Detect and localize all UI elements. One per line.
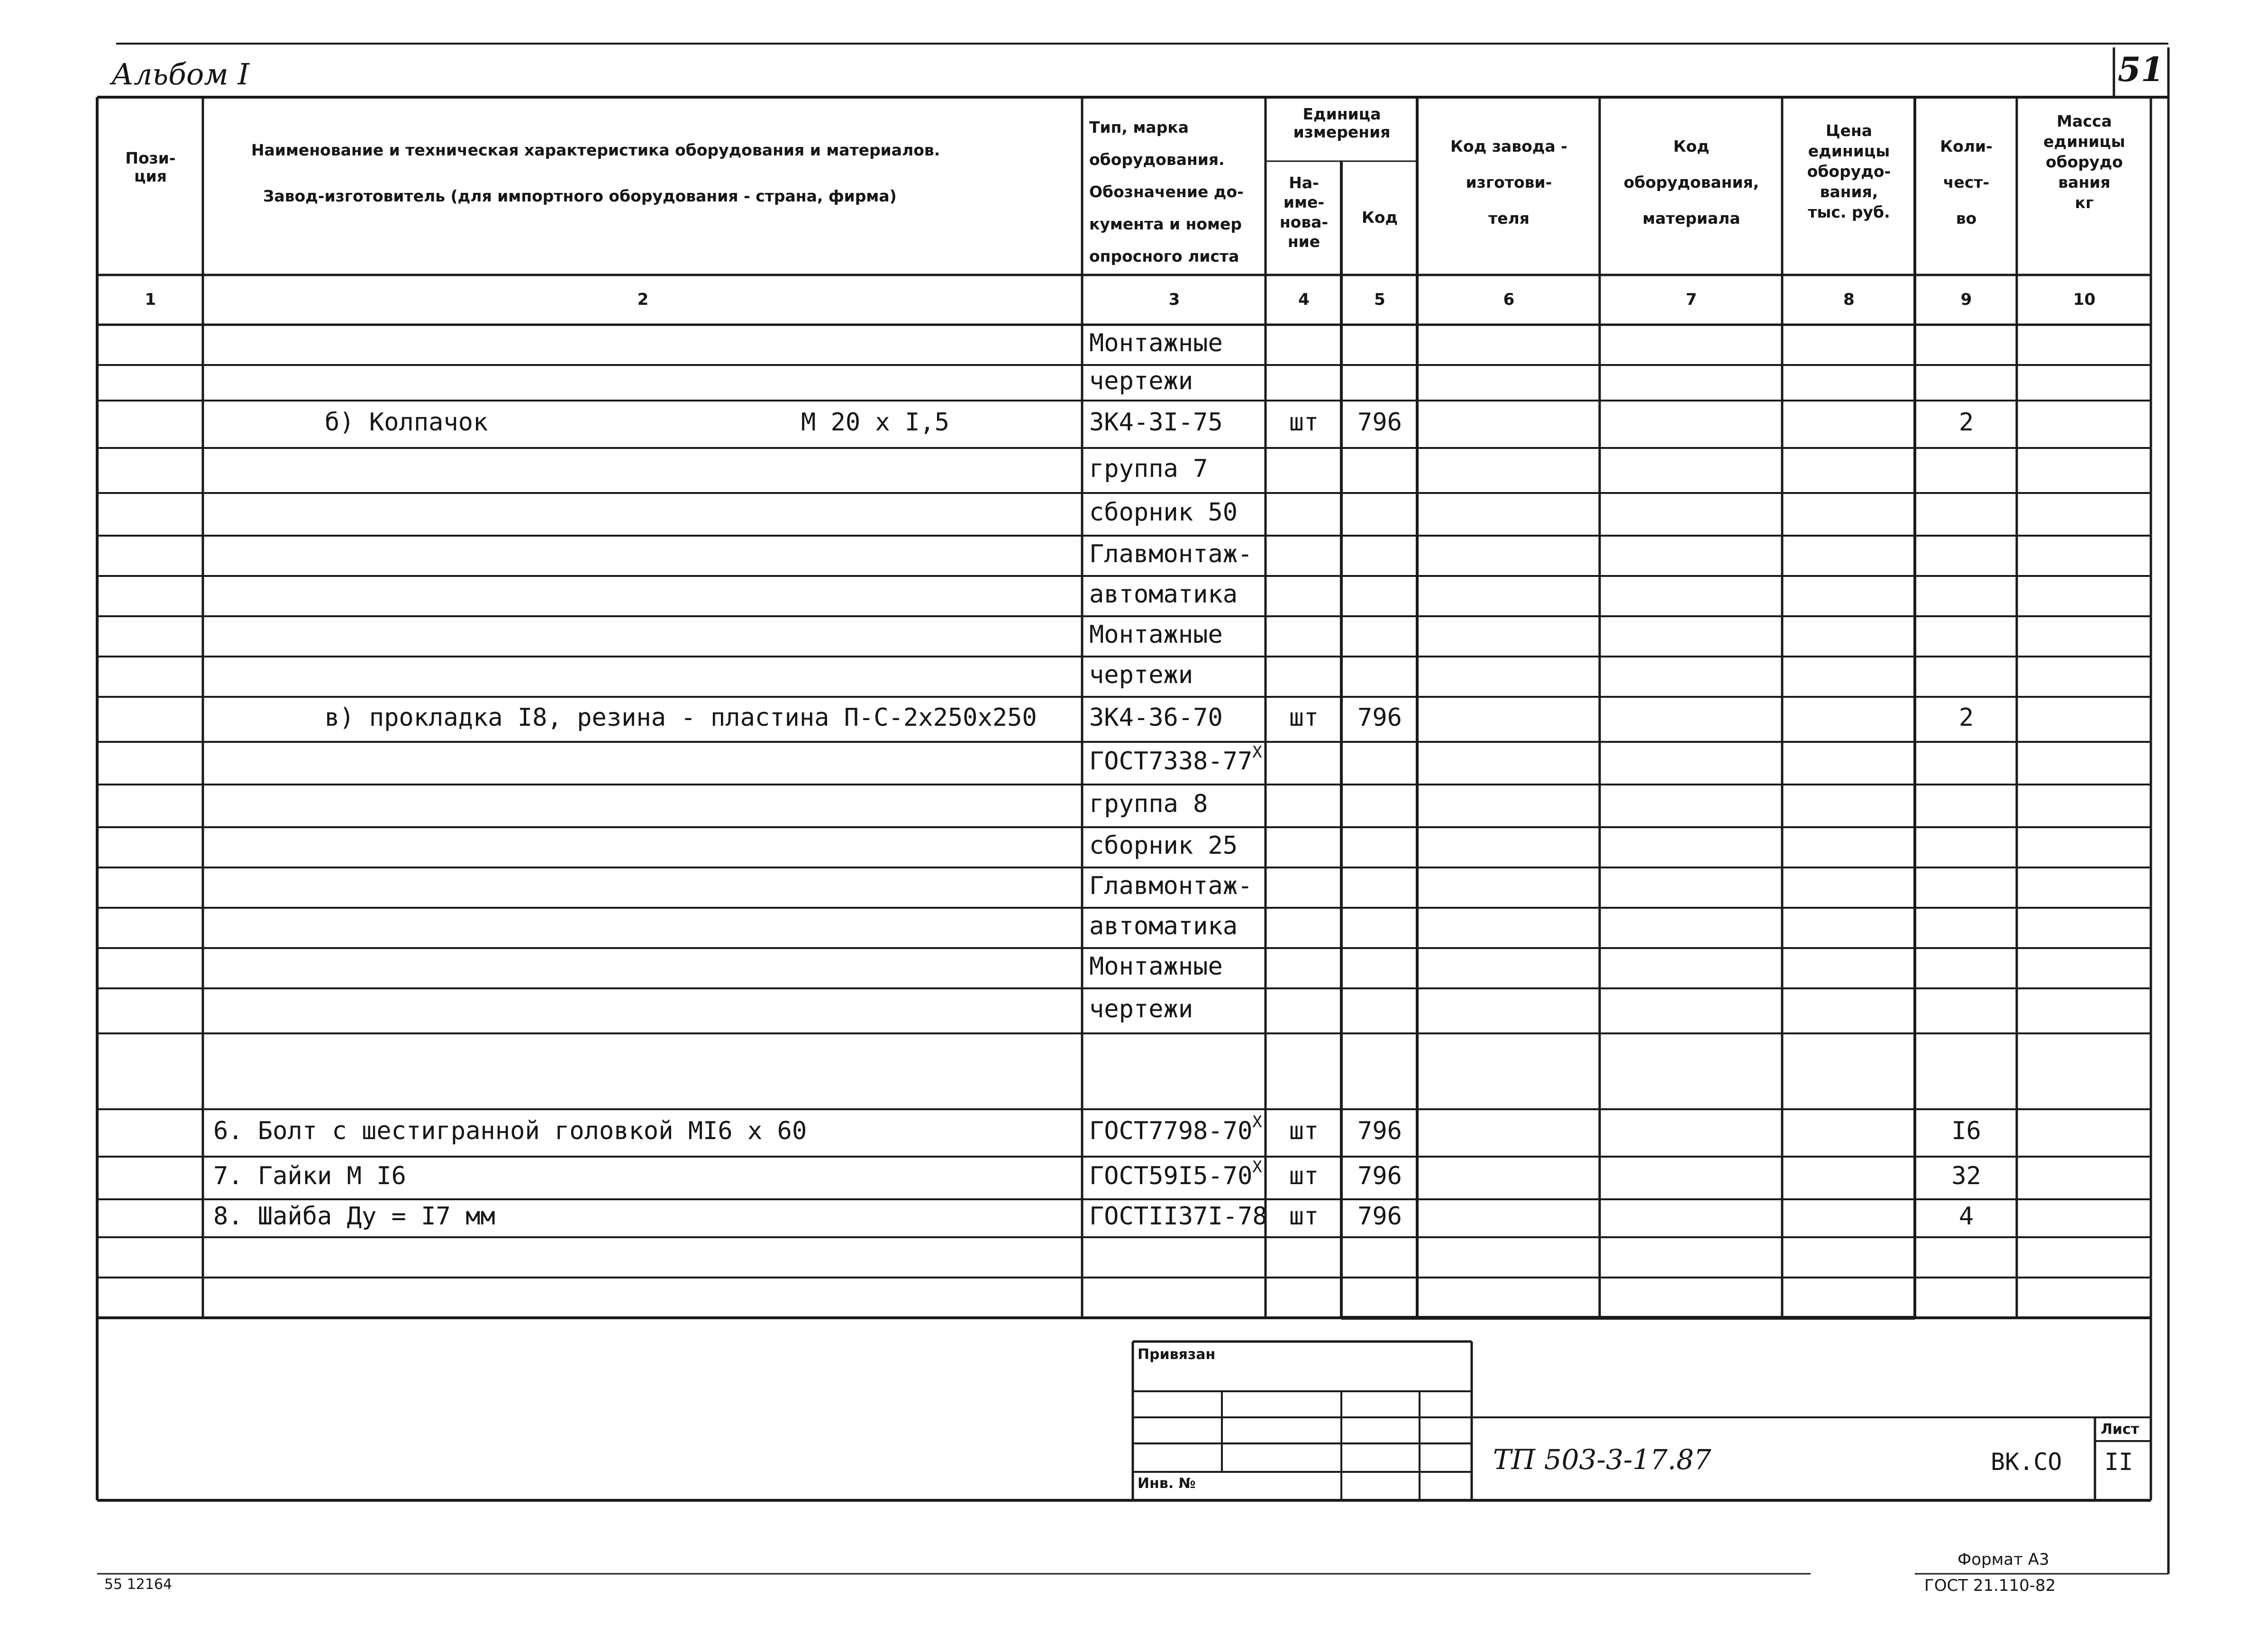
colnum-3: 3 [1168,290,1180,309]
cell-type: автоматика [1089,580,1238,609]
cell-unit: шт [1289,408,1319,437]
cell-type-superscript: Х [1252,1158,1262,1177]
cell-type: ЗК4-3I-75 [1089,408,1223,437]
stamp-sheet-label: Лист [2101,1421,2140,1438]
colnum-8: 8 [1843,290,1855,309]
cell-name: б) Колпачок [325,408,488,437]
colnum-5: 5 [1374,290,1385,309]
header-quantity: Коли- чест- во [1940,137,1993,228]
cell-quantity: I6 [1951,1117,1981,1145]
cell-type: сборник 50 [1089,498,1238,527]
cell-quantity: 32 [1951,1162,1981,1190]
footer-left-code: 55 12164 [104,1576,173,1593]
cell-type: группа 8 [1089,790,1208,818]
stamp-doc-code: ТП 503-3-17.87 [1493,1443,1712,1476]
header-type [1089,119,1265,265]
header-price: Цена единицы оборудо- вания, тыс. руб. [1807,121,1891,221]
cell-unit-code: 796 [1357,703,1402,732]
stamp-privyazan: Привязан [1138,1346,1216,1363]
cell-type: чертежи [1089,366,1193,395]
colnum-9: 9 [1960,290,1972,309]
cell-unit: шт [1289,1117,1319,1145]
header-factory-code: Код завода - изготови- теля [1450,137,1567,228]
colnum-2: 2 [637,290,649,309]
cell-type: ГОСТ7798-70 [1089,1117,1253,1145]
cell-type: ЗК4-36-70 [1089,703,1223,732]
cell-type: автоматика [1089,912,1238,940]
footer-format: Формат А3 [1957,1550,2049,1569]
header-position: Пози- ция [125,149,176,185]
header-type-line: кумента и номер [1089,214,1242,233]
cell-type-superscript: Х [1252,1113,1262,1132]
cell-unit: шт [1289,1162,1319,1190]
colnum-10: 10 [2073,290,2096,309]
header-name-line2: Завод-изготовитель (для импортного оборудования - страна, фирма) [263,187,897,205]
cell-type-superscript: Х [1252,743,1262,762]
header-type-line: опросного листа [1089,246,1239,265]
cell-unit-code: 796 [1357,1117,1402,1145]
cell-type: группа 7 [1089,454,1208,483]
album-label: Альбом I [111,57,249,91]
cell-name: в) прокладка I8, резина - пластина П-С-2х250х250 [325,703,1037,732]
cell-type: сборник 25 [1089,831,1238,860]
colnum-6: 6 [1503,290,1515,309]
cell-name: 8. Шайба Ду = I7 мм [213,1202,495,1231]
cell-type: чертежи [1089,995,1193,1023]
cell-name: 7. Гайки М I6 [213,1162,406,1190]
stamp-sheet-number: II [2104,1448,2133,1476]
cell-type: Главмонтаж- [1089,871,1253,900]
cell-quantity: 2 [1958,703,1974,732]
stamp-inv-no: Инв. № [1138,1475,1196,1492]
header-type-line: Тип, марка [1089,118,1189,137]
header-type-line: Обозначение до- [1089,182,1244,201]
cell-name-extra: М 20 х I,5 [801,408,950,437]
header-name-line1: Наименование и техническая характеристика оборудования и материалов. [251,141,940,159]
cell-unit: шт [1289,1202,1319,1231]
cell-unit-code: 796 [1357,408,1402,437]
cell-type: Главмонтаж- [1089,539,1253,568]
cell-type: ГОСТII37I-78 [1089,1202,1267,1231]
header-equipment-code: Код оборудования, материала [1623,137,1759,228]
cell-type: ГОСТ59I5-70 [1089,1162,1253,1190]
cell-type: Монтажные [1089,329,1223,357]
header-type-line: оборудования. [1089,150,1225,169]
header-unit-code: Код [1361,208,1398,227]
colnum-1: 1 [145,290,156,309]
cell-quantity: 4 [1958,1202,1974,1231]
header-unit: Единица измерения [1293,105,1391,141]
cell-type: Монтажные [1089,952,1223,981]
header-unit-name: На- име- нова- ние [1279,173,1329,251]
header-mass: Масса единицы оборудо вания кг [2043,112,2125,212]
cell-quantity: 2 [1958,408,1974,437]
cell-type: Монтажные [1089,620,1223,649]
colnum-4: 4 [1298,290,1310,309]
cell-name: 6. Болт с шестигранной головкой МI6 х 60 [213,1117,807,1145]
cell-unit-code: 796 [1357,1202,1402,1231]
cell-type: чертежи [1089,660,1193,689]
cell-unit: шт [1289,703,1319,732]
cell-type: ГОСТ7338-77 [1089,747,1253,776]
cell-unit-code: 796 [1357,1162,1402,1190]
footer-gost: ГОСТ 21.110-82 [1924,1576,2056,1595]
colnum-7: 7 [1685,290,1697,309]
page-number: 51 [2118,50,2164,89]
stamp-mark: ВК.СО [1991,1448,2062,1476]
